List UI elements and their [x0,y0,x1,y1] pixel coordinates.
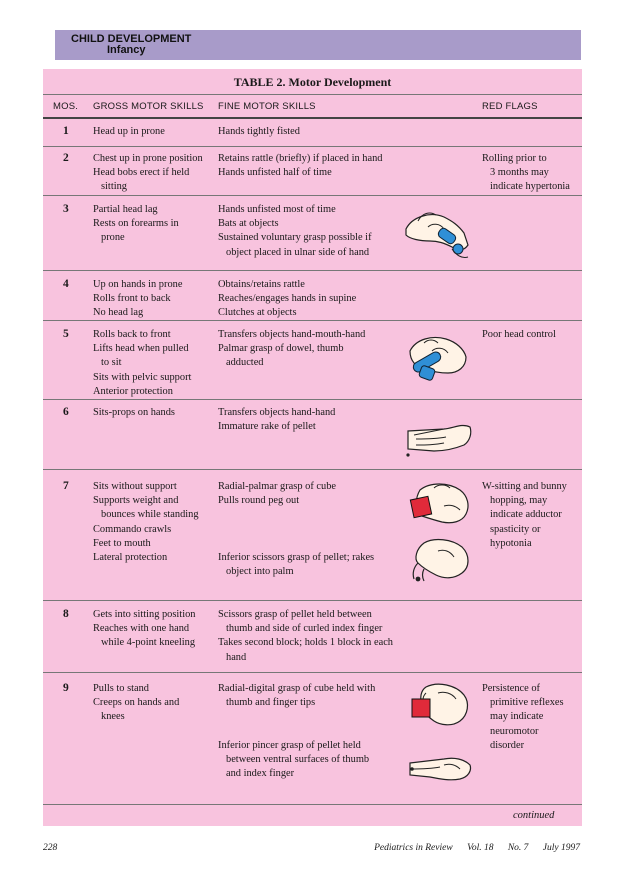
table-rule [43,195,582,196]
red-flags-cell [482,152,580,195]
fine-motor-line: Palmar grasp of dowel, thumb [218,343,344,355]
gross-motor-cell [93,682,216,725]
gross-motor-line: Rolls back to front [93,329,171,340]
gross-motor-cell [93,278,216,321]
fine-motor-line: between ventral surfaces of thumb [226,754,370,765]
fine-motor-cell [218,125,408,139]
gross-motor-cell [93,328,216,399]
fine-motor-line: object placed in ulnar side of hand [226,246,370,258]
table-title: TABLE 2. Motor Development [233,75,392,89]
red-flag-line: spasticity or [490,523,541,535]
gross-motor-cell [93,152,216,195]
gross-motor-line: Head up in prone [93,126,165,137]
table-rule [43,146,582,147]
fine-motor-line: adducted [226,357,264,369]
journal-date: July 1997 [542,843,580,853]
red-flag-line: neuromotor [490,725,539,737]
gross-motor-line: Gets into sitting position [93,609,196,620]
fine-motor-line: Transfers objects hand-hand [218,407,336,418]
gross-motor-line: sitting [101,181,127,193]
journal-issue: No. 7 [507,843,529,853]
red-flag-line: Persistence of [482,683,540,694]
gross-motor-line: Head bobs erect if held [93,167,190,179]
hand-pincer-grasp-pellet-illustration [404,739,474,789]
fine-motor-line: thumb and side of curled index finger [226,623,383,635]
hand-radial-digital-grasp-cube-illustration [404,679,474,735]
fine-motor-line: Radial-digital grasp of cube held with [218,683,376,694]
gross-motor-line: to sit [101,357,122,369]
continued-note: continued [513,810,555,821]
gross-motor-line: Commando crawls [93,523,172,535]
gross-motor-line: Sits with pelvic support [93,371,192,383]
red-flags-cell [482,682,580,753]
gross-motor-cell [93,125,216,139]
page-number: 228 [43,843,58,853]
hand-raking-pellet-illustration [404,409,474,463]
table-rule [43,672,582,673]
fine-motor-line: Inferior pincer grasp of pellet held [218,739,361,751]
gross-motor-line: Supports weight and [93,495,179,507]
fine-motor-line: Retains rattle (briefly) if placed in hand [218,153,383,164]
gross-motor-line: Feet to mouth [93,537,151,549]
section-header [55,30,581,60]
fine-motor-line: object into palm [226,566,294,578]
gross-motor-cell [93,203,216,246]
fine-motor-line: Reaches/engages hands in supine [218,293,357,305]
gross-motor-line: Lateral protection [93,552,168,564]
gross-motor-line: bounces while standing [101,509,199,521]
red-flag-line: hopping, may [490,495,548,507]
gross-motor-line: Reaches with one hand [93,623,190,635]
column-header-gross-motor: GROSS MOTOR SKILLS [93,101,204,112]
month-number: 1 [63,125,69,137]
gross-motor-line: Rests on forearms in [93,218,179,230]
fine-motor-cell [218,480,408,579]
fine-motor-line: Sustained voluntary grasp possible if [218,232,372,244]
fine-motor-line: Pulls round peg out [218,495,300,507]
fine-motor-line: Hands unfisted half of time [218,167,332,179]
fine-motor-line: hand [226,651,247,663]
red-flag-line: 3 months may [490,167,549,179]
fine-motor-line: Obtains/retains rattle [218,279,305,290]
month-number: 8 [63,608,69,620]
fine-motor-line: Transfers objects hand-mouth-hand [218,329,366,340]
gross-motor-line: Sits-props on hands [93,407,175,418]
fine-motor-cell [218,328,408,371]
section-subtitle: Infancy [107,44,146,56]
red-flags-cell [482,328,580,342]
month-number: 4 [63,278,69,290]
gross-motor-line: Pulls to stand [93,683,150,694]
table-rule [43,270,582,271]
hand-grasping-cube-illustration [404,476,474,532]
table-rule [43,320,582,321]
fine-motor-line: Radial-palmar grasp of cube [218,481,337,492]
gross-motor-line: Sits without support [93,481,177,492]
month-number: 3 [63,203,69,215]
fine-motor-line: and index finger [226,768,295,780]
hand-holding-dowel-illustration [404,327,470,387]
fine-motor-line: thumb and finger tips [226,697,316,709]
column-header-red-flags: RED FLAGS [482,101,538,112]
motor-development-table [43,69,582,826]
table-rule [43,117,582,119]
table-rule [43,600,582,601]
red-flag-line: Rolling prior to [482,153,547,164]
fine-motor-cell [218,203,408,260]
gross-motor-line: Up on hands in prone [93,279,183,290]
fine-motor-line: Inferior scissors grasp of pellet; rakes [218,552,375,563]
fine-motor-cell [218,152,408,180]
gross-motor-line: Chest up in prone position [93,153,203,164]
fine-motor-cell [218,406,408,434]
red-flag-line: W-sitting and bunny [482,481,567,492]
table-rule [43,469,582,470]
gross-motor-line: Anterior protection [93,385,173,397]
fine-motor-line: Scissors grasp of pellet held between [218,609,372,620]
gross-motor-line: while 4-point kneeling [101,637,196,649]
column-header-mos: MOS. [53,101,79,112]
gross-motor-line: Lifts head when pulled [93,343,189,355]
red-flag-line: indicate hypertonia [490,181,570,193]
gross-motor-cell [93,406,216,420]
hand-grasping-rattle-illustration [404,199,470,265]
red-flag-line: indicate adductor [490,509,562,521]
month-number: 6 [63,406,69,418]
journal-citation [362,843,580,853]
fine-motor-line: Clutches at objects [218,307,297,319]
gross-motor-cell [93,608,216,651]
red-flag-line: disorder [490,739,525,751]
hand-scissors-grasp-pellet-illustration [404,533,474,591]
red-flag-line: Poor head control [482,329,556,340]
gross-motor-line: No head lag [93,307,144,319]
journal-name: Pediatrics in Review [374,843,453,853]
fine-motor-line: Hands unfisted most of time [218,204,336,215]
column-header-fine-motor: FINE MOTOR SKILLS [218,101,316,112]
red-flag-line: primitive reflexes [490,697,564,709]
red-flag-line: hypotonia [490,537,532,549]
gross-motor-line: knees [101,711,125,723]
gross-motor-line: prone [101,232,125,244]
fine-motor-line: Immature rake of pellet [218,421,316,433]
month-number: 9 [63,682,69,694]
fine-motor-cell [218,278,408,321]
fine-motor-cell [218,682,408,781]
journal-volume: Vol. 18 [467,843,494,853]
table-rule [43,399,582,400]
table-rule [43,94,582,95]
month-number: 7 [63,480,69,492]
section-title: CHILD DEVELOPMENT [71,33,192,45]
gross-motor-cell [93,480,216,565]
month-number: 2 [63,152,69,164]
table-rule [43,804,582,805]
gross-motor-line: Creeps on hands and [93,697,180,709]
fine-motor-line: Takes second block; holds 1 block in each [218,637,394,649]
fine-motor-line: Bats at objects [218,218,279,230]
gross-motor-line: Partial head lag [93,204,158,215]
fine-motor-cell [218,608,408,665]
red-flags-cell [482,480,580,551]
red-flag-line: may indicate [490,711,544,723]
month-number: 5 [63,328,69,340]
gross-motor-line: Rolls front to back [93,293,171,305]
fine-motor-line: Hands tightly fisted [218,126,300,137]
